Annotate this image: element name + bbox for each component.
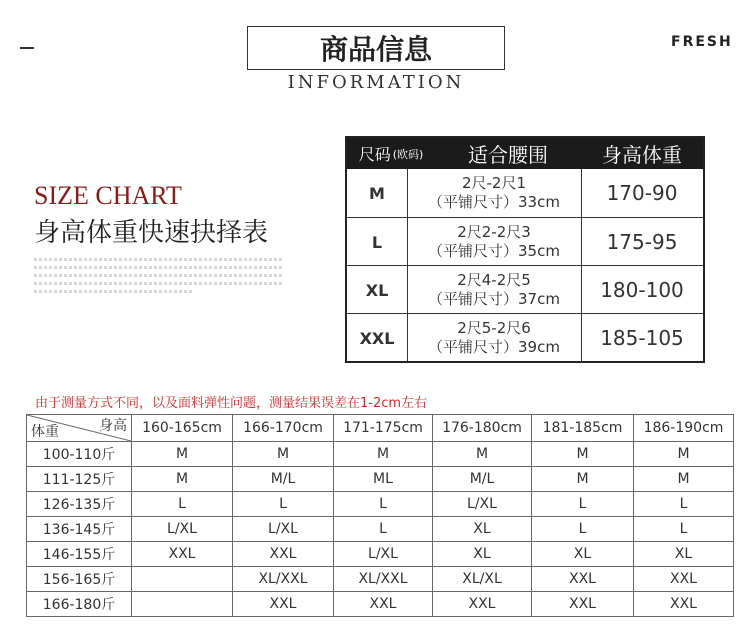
waist-cell xyxy=(407,169,581,217)
weight-row xyxy=(27,567,734,592)
fine-print-line xyxy=(34,274,284,277)
height-header: 181-185cm xyxy=(532,415,634,442)
size-recommendation: L xyxy=(634,517,734,542)
weight-label: 100-110斤 xyxy=(27,442,132,467)
size-cell: L xyxy=(371,232,383,252)
waist-line1: 2尺-2尺1 xyxy=(461,174,527,192)
size-cell: XL xyxy=(365,280,389,300)
corner-height-label: 身高 xyxy=(99,418,127,434)
size-recommendation: L xyxy=(233,492,334,517)
page-title: 商品信息 xyxy=(247,26,505,70)
weight-cell: 185-105 xyxy=(600,326,684,350)
waist-line1: 2尺2-2尺3 xyxy=(457,223,531,241)
fine-print-line xyxy=(34,290,194,293)
waist-line1: 2尺5-2尺6 xyxy=(457,319,531,337)
waist-line2: （平铺尺寸）39cm xyxy=(428,338,560,356)
size-recommendation: L xyxy=(532,517,634,542)
height-header: 171-175cm xyxy=(334,415,433,442)
size-recommendation: L/XL xyxy=(433,492,532,517)
corner-cell xyxy=(27,415,132,442)
waist-cell xyxy=(407,218,581,266)
weight-label: 126-135斤 xyxy=(27,492,132,517)
size-recommendation: M xyxy=(433,442,532,467)
fine-print-line xyxy=(34,266,284,269)
corner-weight-label: 体重 xyxy=(31,424,59,440)
size-recommendation xyxy=(132,592,233,617)
size-recommendation: XXL xyxy=(233,592,334,617)
size-recommendation: ML xyxy=(334,467,433,492)
size-cell: XXL xyxy=(359,328,395,348)
size-recommendation: XL/XL xyxy=(433,567,532,592)
header-size-note: (欧码) xyxy=(392,147,424,161)
header-size xyxy=(347,138,435,169)
header-waist: 适合腰围 xyxy=(468,143,548,167)
weight-row xyxy=(27,542,734,567)
size-recommendation: L/XL xyxy=(233,517,334,542)
size-row xyxy=(347,169,703,217)
waist-line2: （平铺尺寸）33cm xyxy=(428,193,560,211)
size-row xyxy=(347,265,703,314)
waist-cell xyxy=(407,266,581,314)
size-recommendation: XXL xyxy=(634,592,734,617)
weight-label: 166-180斤 xyxy=(27,592,132,617)
header-weight: 身高体重 xyxy=(602,143,682,167)
waist-line1: 2尺4-2尺5 xyxy=(457,271,531,289)
size-recommendation: L xyxy=(634,492,734,517)
weight-label: 111-125斤 xyxy=(27,467,132,492)
size-recommendation: L xyxy=(334,492,433,517)
weight-cell: 175-95 xyxy=(606,230,678,254)
weight-label: 136-145斤 xyxy=(27,517,132,542)
size-recommendation: L xyxy=(532,492,634,517)
size-row xyxy=(347,313,703,362)
waist-line2: （平铺尺寸）35cm xyxy=(428,242,560,260)
height-header: 160-165cm xyxy=(132,415,233,442)
size-recommendation: M xyxy=(132,442,233,467)
size-cell: M xyxy=(369,183,385,203)
fine-print-line xyxy=(34,258,284,261)
weight-row xyxy=(27,467,734,492)
size-recommendation: XL xyxy=(433,517,532,542)
fine-print-line xyxy=(34,282,284,285)
size-chart-title: SIZE CHART xyxy=(34,181,182,210)
weight-row xyxy=(27,592,734,617)
size-recommendation: XXL xyxy=(233,542,334,567)
size-recommendation: L xyxy=(132,492,233,517)
header-dash xyxy=(20,47,34,49)
size-recommendation: M xyxy=(634,467,734,492)
size-recommendation: XXL xyxy=(132,542,233,567)
size-recommendation: M xyxy=(334,442,433,467)
weight-row xyxy=(27,517,734,542)
size-recommendation: M xyxy=(532,442,634,467)
height-header-row xyxy=(27,415,734,442)
size-table-header xyxy=(347,138,703,169)
waist-line2: （平铺尺寸）37cm xyxy=(428,290,560,308)
height-header: 176-180cm xyxy=(433,415,532,442)
size-recommendation: XXL xyxy=(532,592,634,617)
weight-cell: 170-90 xyxy=(606,181,678,205)
size-recommendation: M xyxy=(634,442,734,467)
size-recommendation: M xyxy=(132,467,233,492)
size-recommendation: M xyxy=(233,442,334,467)
size-recommendation: L/XL xyxy=(132,517,233,542)
size-recommendation: M/L xyxy=(433,467,532,492)
weight-label: 156-165斤 xyxy=(27,567,132,592)
size-recommendation: L/XL xyxy=(334,542,433,567)
size-recommendation: XL xyxy=(433,542,532,567)
height-header: 186-190cm xyxy=(634,415,734,442)
measurement-note: 由于测量方式不同，以及面料弹性问题，测量结果误差在1-2cm左右 xyxy=(35,396,428,411)
size-recommendation: XL xyxy=(634,542,734,567)
size-recommendation: XXL xyxy=(634,567,734,592)
size-recommendation: XL/XXL xyxy=(334,567,433,592)
page-subtitle: INFORMATION xyxy=(287,72,465,93)
size-recommendation: XXL xyxy=(532,567,634,592)
weight-cell: 180-100 xyxy=(600,278,684,302)
weight-label: 146-155斤 xyxy=(27,542,132,567)
header-size-label: 尺码 xyxy=(358,145,391,164)
size-recommendation xyxy=(132,567,233,592)
weight-row xyxy=(27,442,734,467)
waist-cell xyxy=(407,314,581,362)
size-recommendation: L xyxy=(334,517,433,542)
size-recommendation: M/L xyxy=(233,467,334,492)
height-weight-table xyxy=(26,414,734,617)
size-chart-subtitle: 身高体重快速抉择表 xyxy=(34,218,269,248)
brand-label: FRESH xyxy=(671,34,733,50)
size-recommendation: XL/XXL xyxy=(233,567,334,592)
weight-row xyxy=(27,492,734,517)
size-recommendation: XXL xyxy=(334,592,433,617)
size-recommendation: M xyxy=(532,467,634,492)
size-table xyxy=(345,136,705,363)
size-row xyxy=(347,217,703,266)
size-recommendation: XL xyxy=(532,542,634,567)
size-recommendation: XXL xyxy=(433,592,532,617)
height-header: 166-170cm xyxy=(233,415,334,442)
